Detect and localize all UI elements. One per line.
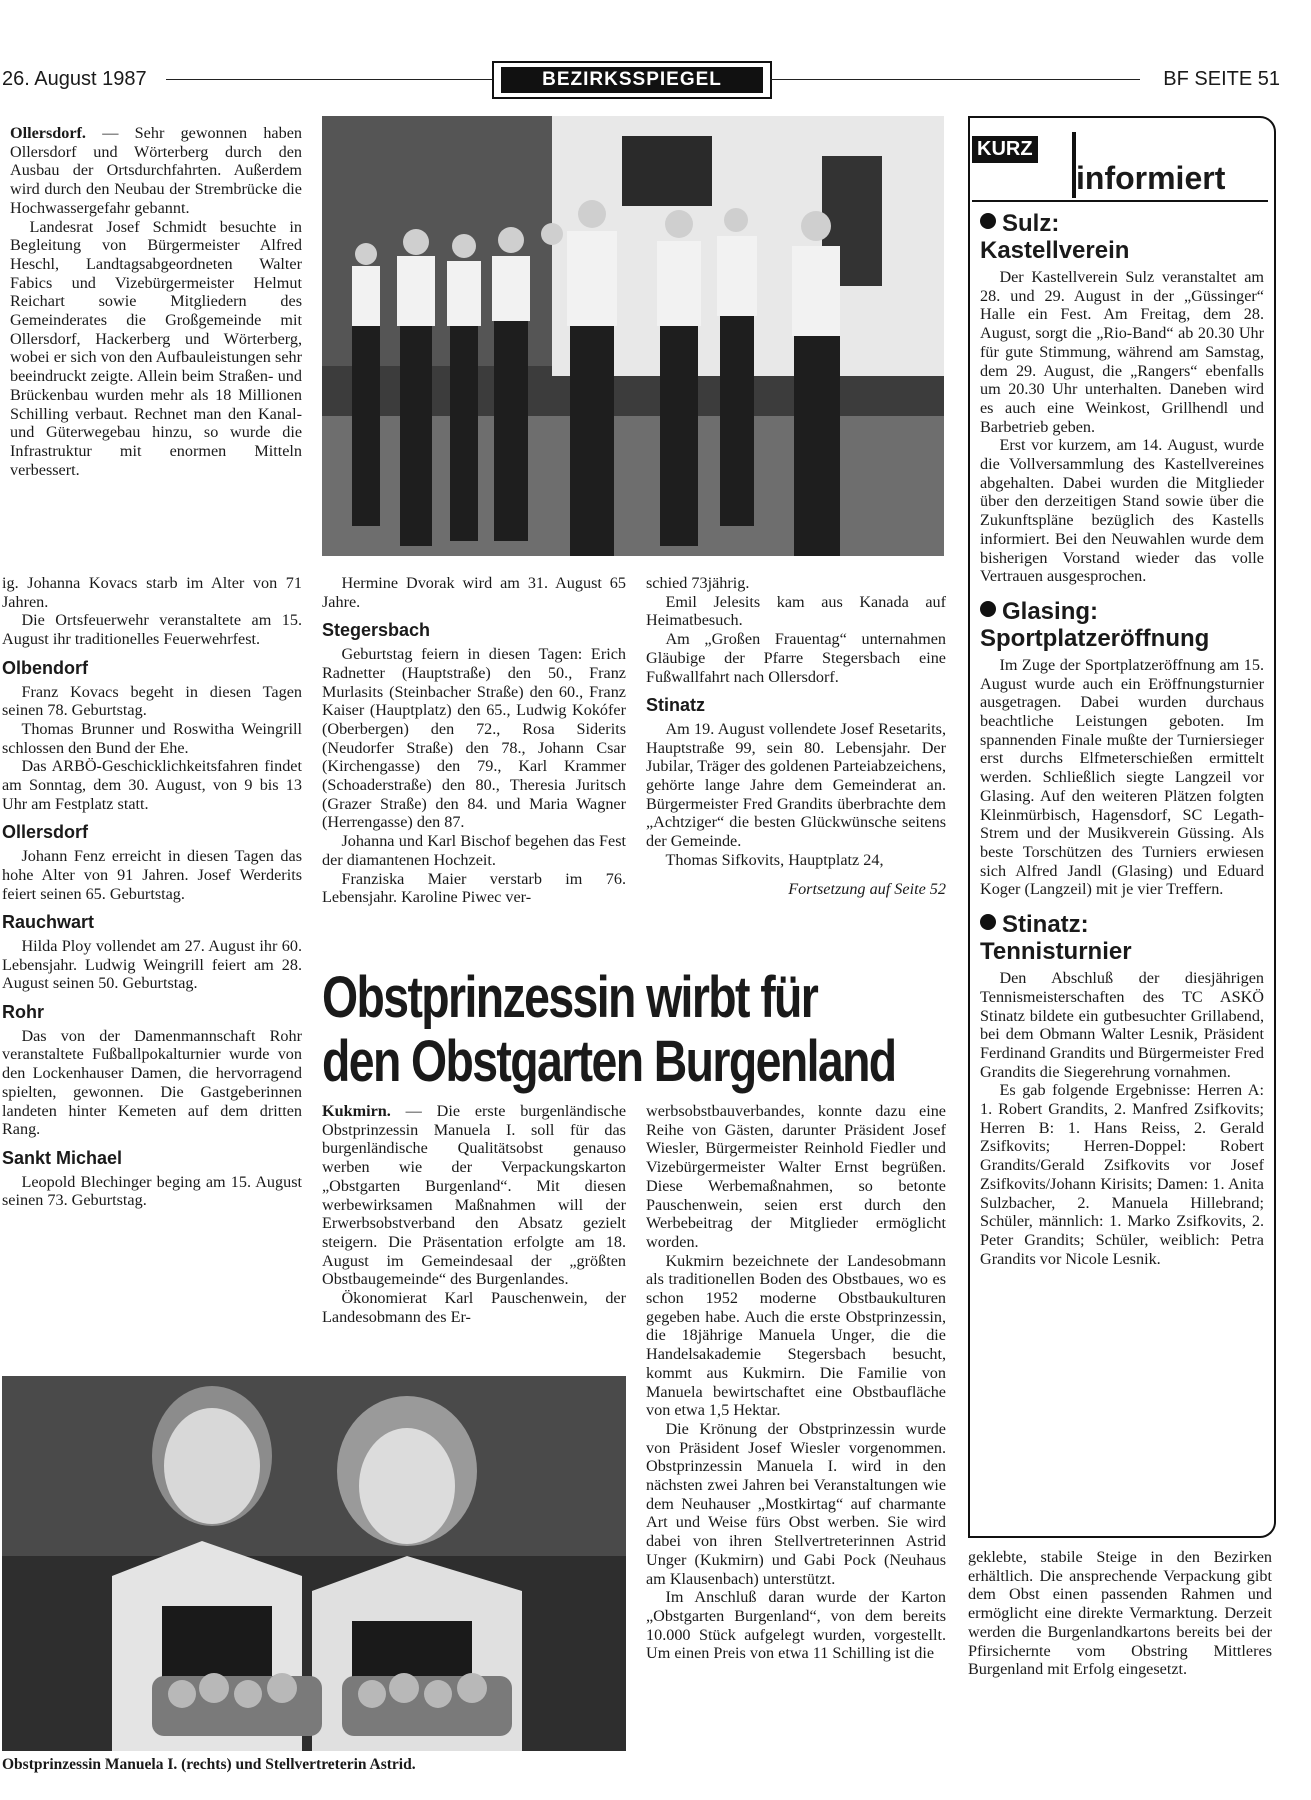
header-rule-right [770,79,1140,80]
sulz-p1: Der Kastellverein Sulz veranstaltet am 28. und 29. August in der „Güssinger“ Halle ein Fest. Am Freitag, dem 28. August, sorgt die „Rio-Band“ ab 20.30 Uhr für gute Stimmung, während am Samstag, dem 29. August, die „Rangers“ ebenfalls um 20.30 Uhr unterhalten. Daneben wird es auch eine Weinkost, Grillhendl und Barbetrieb geben. [980,268,1264,436]
bullet-icon [980,213,996,229]
group-photo [322,116,944,556]
feature-b2: Kukmirn bezeichnete der Landesobmann als traditionellen Boden des Obstbaues, wo es schon 1952 moderne Obstbaukulturen gegeben habe. Auch die erste Obstprinzessin, die 18jährige Manuela Unger, die die Handelsakademie Stegersbach besucht, kommt aus Kukmirn. Die Familie von Manuela bewirtschaftet eine Obstbaufläche von etwa 1,5 Hektar. [646,1251,946,1420]
ollersdorf-p1 [10,124,302,218]
feature-headline-line-2: den Obstgarten Burgenland [322,1029,896,1094]
feature-b3: Die Krönung der Obstprinzessin wurde von Präsident Josef Wiesler vorgenommen. Obstprinzessin Manuela I. wird in den nächsten zwei Jahren bei Veranstaltungen wie dem Neuhauser „Mostkirtag“ auf charmante Art und Weise fürs Obst werben. Sie wird dabei von ihren Stellvertreterinnen Astrid Unger (Kukmirn) und Gabi Pock (Neuhaus am Klausenbach) unterstützt. [646,1419,946,1588]
feature-a2: Ökonomierat Karl Pauschenwein, der Landesobmann des Er- [322,1289,626,1326]
kurz-informiert-header [972,132,1272,202]
princess-photo-caption: Obstprinzessin Manuela I. (rechts) und Stellvertreterin Astrid. [2,1756,416,1773]
stinatz-p1: Den Abschluß der diesjährigen Tennismeisterschaften des TC ASKÖ Stinatz bildete ein gutbesuchter Grillabend, bei dem Obmann Walter Lesnik, Präsident Ferdinand Grandits und Bürgermeister Fred Grandits die Siegerehrung vornahmen. [980,969,1264,1081]
stinatz-heading [980,911,1264,965]
feature-column-2 [646,1102,946,1663]
sulz-title-2: Kastellverein [980,237,1130,264]
col1-p1: ig. Johanna Kovacs starb im Alter von 71 Jahren. [2,574,302,611]
princess-photo [2,1376,626,1751]
dateline: Ollersdorf. [10,124,86,142]
section-banner [492,61,772,99]
feature-a1-text: — Die erste burgenländische Obstprinzessin Manuela I. soll für das burgenländische Qualitätsobst genauso werben wie der Verpackungskarton „Obstgarten Burgenland“. Mit diesen werbewirksamen Maßnahmen will der Erwerbsobstverband den Absatz gezielt steigern. Die Präsentation erfolgte am 18. August im Gemeindesaal der „größten Obstbaugemeinde“ des Burgenlandes. [322,1102,626,1289]
feature-column-3 [968,1548,1272,1679]
heading-sankt-michael: Sankt Michael [2,1147,123,1168]
glasing-heading [980,598,1264,652]
feature-dateline: Kukmirn. [322,1102,391,1120]
col3-p5: Thomas Sifkovits, Hauptplatz 24, [665,850,884,869]
princess-photo-image [2,1376,626,1751]
kurz-header-rule [972,200,1268,202]
feature-a1 [322,1102,626,1289]
bullet-icon [980,601,996,617]
col1-p2: Die Ortsfeuerwehr veranstaltete am 15. August ihr traditionelles Feuerwehrfest. [2,611,302,649]
kurz-content [980,210,1264,1268]
heading-stinatz: Stinatz [646,695,706,716]
stinatz-p2: Es gab folgende Ergebnisse: Herren A: 1. Robert Grandits, 2. Manfred Zsifkovits; Herren B: 1. Hans Reiss, 2. Gerald Zsifkovits; Herren-Doppel: Robert Grandits/Gerald Zsifkovits vor Josef Zsifkovits/Johann Kirisits; Damen: 1. Anita Sulzbacher, 2. Manuela Hillebrand; Schüler, männlich: 1. Marko Zsifkovits, 2. Peter Grandits; Schüler, weiblich: Petra Grandits vor Nicole Lesnik. [980,1081,1264,1268]
col1-p5: Das ARBÖ-Geschicklichkeitsfahren findet am Sonntag, dem 30. August, von 9 bis 13 Uhr am Festplatz statt. [2,757,302,813]
page-number: BF SEITE 51 [1163,68,1280,90]
col3-p4: Am 19. August vollendete Josef Resetarits, Hauptstraße 99, sein 80. Lebensjahr. Der Jubilar, Träger des goldenen Parteiabzeichens, gehörte lange Jahre dem Gemeinderat an. Bürgermeister Fred Grandits überbrachte dem „Achtziger“ die besten Glückwünsche seitens der Gemeinde. [646,719,946,851]
col1-p8: Das von der Damenmannschaft Rohr veranstaltete Fußballpokalturnier wurde von den Lockenhauser Damen, die hervorragend spielten, gewonnen. Die Gastgeberinnen landeten hinter Kemeten auf dem dritten Rang. [2,1026,302,1139]
header-rule-left [166,79,492,80]
ollersdorf-article [10,124,302,479]
local-news-column-3 [646,574,946,898]
col2-p2: Geburtstag feiern in diesen Tagen: Erich Radnetter (Hauptstraße) den 50., Franz Murlasits (Steinbacher Straße) den 60., Franz Kaiser (Hauptplatz) den 65., Ludwig Kokófer (Oberbergen) den 72., Rosa Siderits (Neudorfer Straße) den 78., Johann Csar (Kirchengasse) den 79., Karl Krammer (Schoaderstraße) den 80., Theresia Juritsch (Grazer Straße) den 84. und Maria Wagner (Herrengasse) den 87. [322,645,626,832]
kurz-tag: KURZ [972,136,1038,163]
feature-b1: werbsobstbauverbandes, konnte dazu eine Reihe von Gästen, darunter Präsident Josef Wiesler, Bürgermeister Reinhold Fiedler und Vizebürgermeister Walter Ernst begrüßen. Diese Werbemaßnahmen, so betonte Pauschenwein, seien erst durch den Werbebeitrag der Mitglieder ermöglicht worden. [646,1102,946,1251]
feature-b4: Im Anschluß daran wurde der Karton „Obstgarten Burgenland“, von dem bereits 10.000 Stück aufgelegt wurden, vorgestellt. Um einen Preis von etwa 11 Schilling ist die [646,1588,946,1663]
feature-c1: geklebte, stabile Steige in den Bezirken erhältlich. Die ansprechende Verpackung gibt dem Obst einen passenden Rahmen und ermöglicht eine direkte Vermarktung. Derzeit werden die Burgenlandkartons bereits bei der Pfirsichernte vom Obstring Mittleres Burgenland mit Erfolg eingesetzt. [968,1548,1272,1679]
heading-ollersdorf: Ollersdorf [2,822,89,843]
local-news-column-1 [2,574,302,1210]
col2-p4: Franziska Maier verstarb im 76. Lebensjahr. Karoline Piwec ver- [322,869,626,907]
glasing-title-2: Sportplatzeröffnung [980,624,1210,652]
glasing-title-1: Glasing: [1002,597,1099,625]
bullet-icon [980,914,996,930]
col1-p7: Hilda Ploy vollendet am 27. August ihr 60. Lebensjahr. Ludwig Weingrill feiert am 28. August seinen 50. Geburtstag. [2,936,302,993]
col3-p1: schied 73jährig. [646,574,750,592]
issue-date: 26. August 1987 [2,68,147,90]
heading-rohr: Rohr [2,1002,44,1023]
ollersdorf-p2: Landesrat Josef Schmidt besuchte in Begleitung von Bürgermeister Alfred Heschl, Landtagsabgeordneten Walter Fabics und Vizebürgermeister Helmut Reichart sowie Mitgliedern des Gemeinderates die Großgemeinde mit Ollersdorf, Hackerberg und Wörterberg, wobei er sich von den Aufbauleistungen sehr beeindruckt zeigte. Allein beim Straßen- und Brückenbau wurden mehr als 18 Millionen Schilling verbaut. Rechnet man den Kanal- und Güterwegebau hinzu, so wurde die Infrastruktur mit enormen Mitteln verbessert. [10,217,302,479]
ollersdorf-text-1: — Sehr gewonnen haben Ollersdorf und Wörterberg durch den Ausbau der Ortsdurchfahrten. Außerdem wird durch den Neubau der Strembrücke die Hochwassergefahr gebannt. [10,124,302,217]
sulz-p2: Erst vor kurzem, am 14. August, wurde die Vollversammlung des Kastellvereines abgehalten. Dabei wurden die Mitglieder über den derzeitigen Stand sowie über die Zukunftspläne bezüglich des Kastells informiert. Bei den Neuwahlen wurde dem bisherigen Vorstand wieder das volle Vertrauen ausgesprochen. [980,436,1264,586]
continued-note: Fortsetzung auf Seite 52 [788,879,946,898]
col3-p3: Am „Großen Frauentag“ unternahmen Gläubige der Pfarre Stegersbach eine Fußwallfahrt nach Ollersdorf. [646,630,946,686]
stinatz-title-2: Tennisturnier [980,938,1132,966]
kurz-title: informiert [1076,160,1226,196]
col1-p6: Johann Fenz erreicht in diesen Tagen das hohe Alter von 91 Jahren. Josef Werderits feiert seinen 65. Geburtstag. [2,847,302,903]
feature-column-1 [322,1102,626,1326]
feature-headline-line-1: Obstprinzessin wirbt für [322,965,818,1030]
group-photo-image [322,116,944,556]
glasing-p1: Im Zuge der Sportplatzeröffnung am 15. August wurde auch ein Eröffnungsturnier ausgetragen. Dabei wurden durchaus beachtliche Leistungen geboten. Im spannenden Finale mußte der Turniersieger erst durchs Elfmeterschießen ermittelt werden. Schließlich siegte Langzeil vor Glasing. Auf den weiteren Plätzen folgten Kleinmürbisch, Hagensdorf, SC Legath-Strem und der Musikverein Güssing. Als beste Torschützen des Turniers erwiesen sich Alfred Jandl (Glasing) und Eduard Koger (Langzeil) mit je vier Treffern. [980,655,1264,899]
heading-olbendorf: Olbendorf [2,657,88,678]
col1-p3: Franz Kovacs begeht in diesen Tagen seinen 78. Geburtstag. [2,682,302,720]
col2-p1: Hermine Dvorak wird am 31. August 65 Jahre. [322,574,626,611]
col1-p9: Leopold Blechinger beging am 15. August seinen 73. Geburtstag. [2,1172,302,1210]
sulz-title-1: Sulz: [1002,210,1060,237]
heading-stegersbach: Stegersbach [322,620,431,641]
heading-rauchwart: Rauchwart [2,912,95,933]
sulz-heading [980,210,1264,264]
section-title: BEZIRKSSPIEGEL [501,67,763,93]
col3-p2: Emil Jelesits kam aus Kanada auf Heimatbesuch. [646,592,946,630]
stinatz-title-1: Stinatz: [1002,911,1089,939]
col1-p4: Thomas Brunner und Roswitha Weingrill schlossen den Bund der Ehe. [2,719,302,757]
col2-p3: Johanna und Karl Bischof begehen das Fest der diamantenen Hochzeit. [322,832,626,869]
local-news-column-2 [322,574,626,907]
